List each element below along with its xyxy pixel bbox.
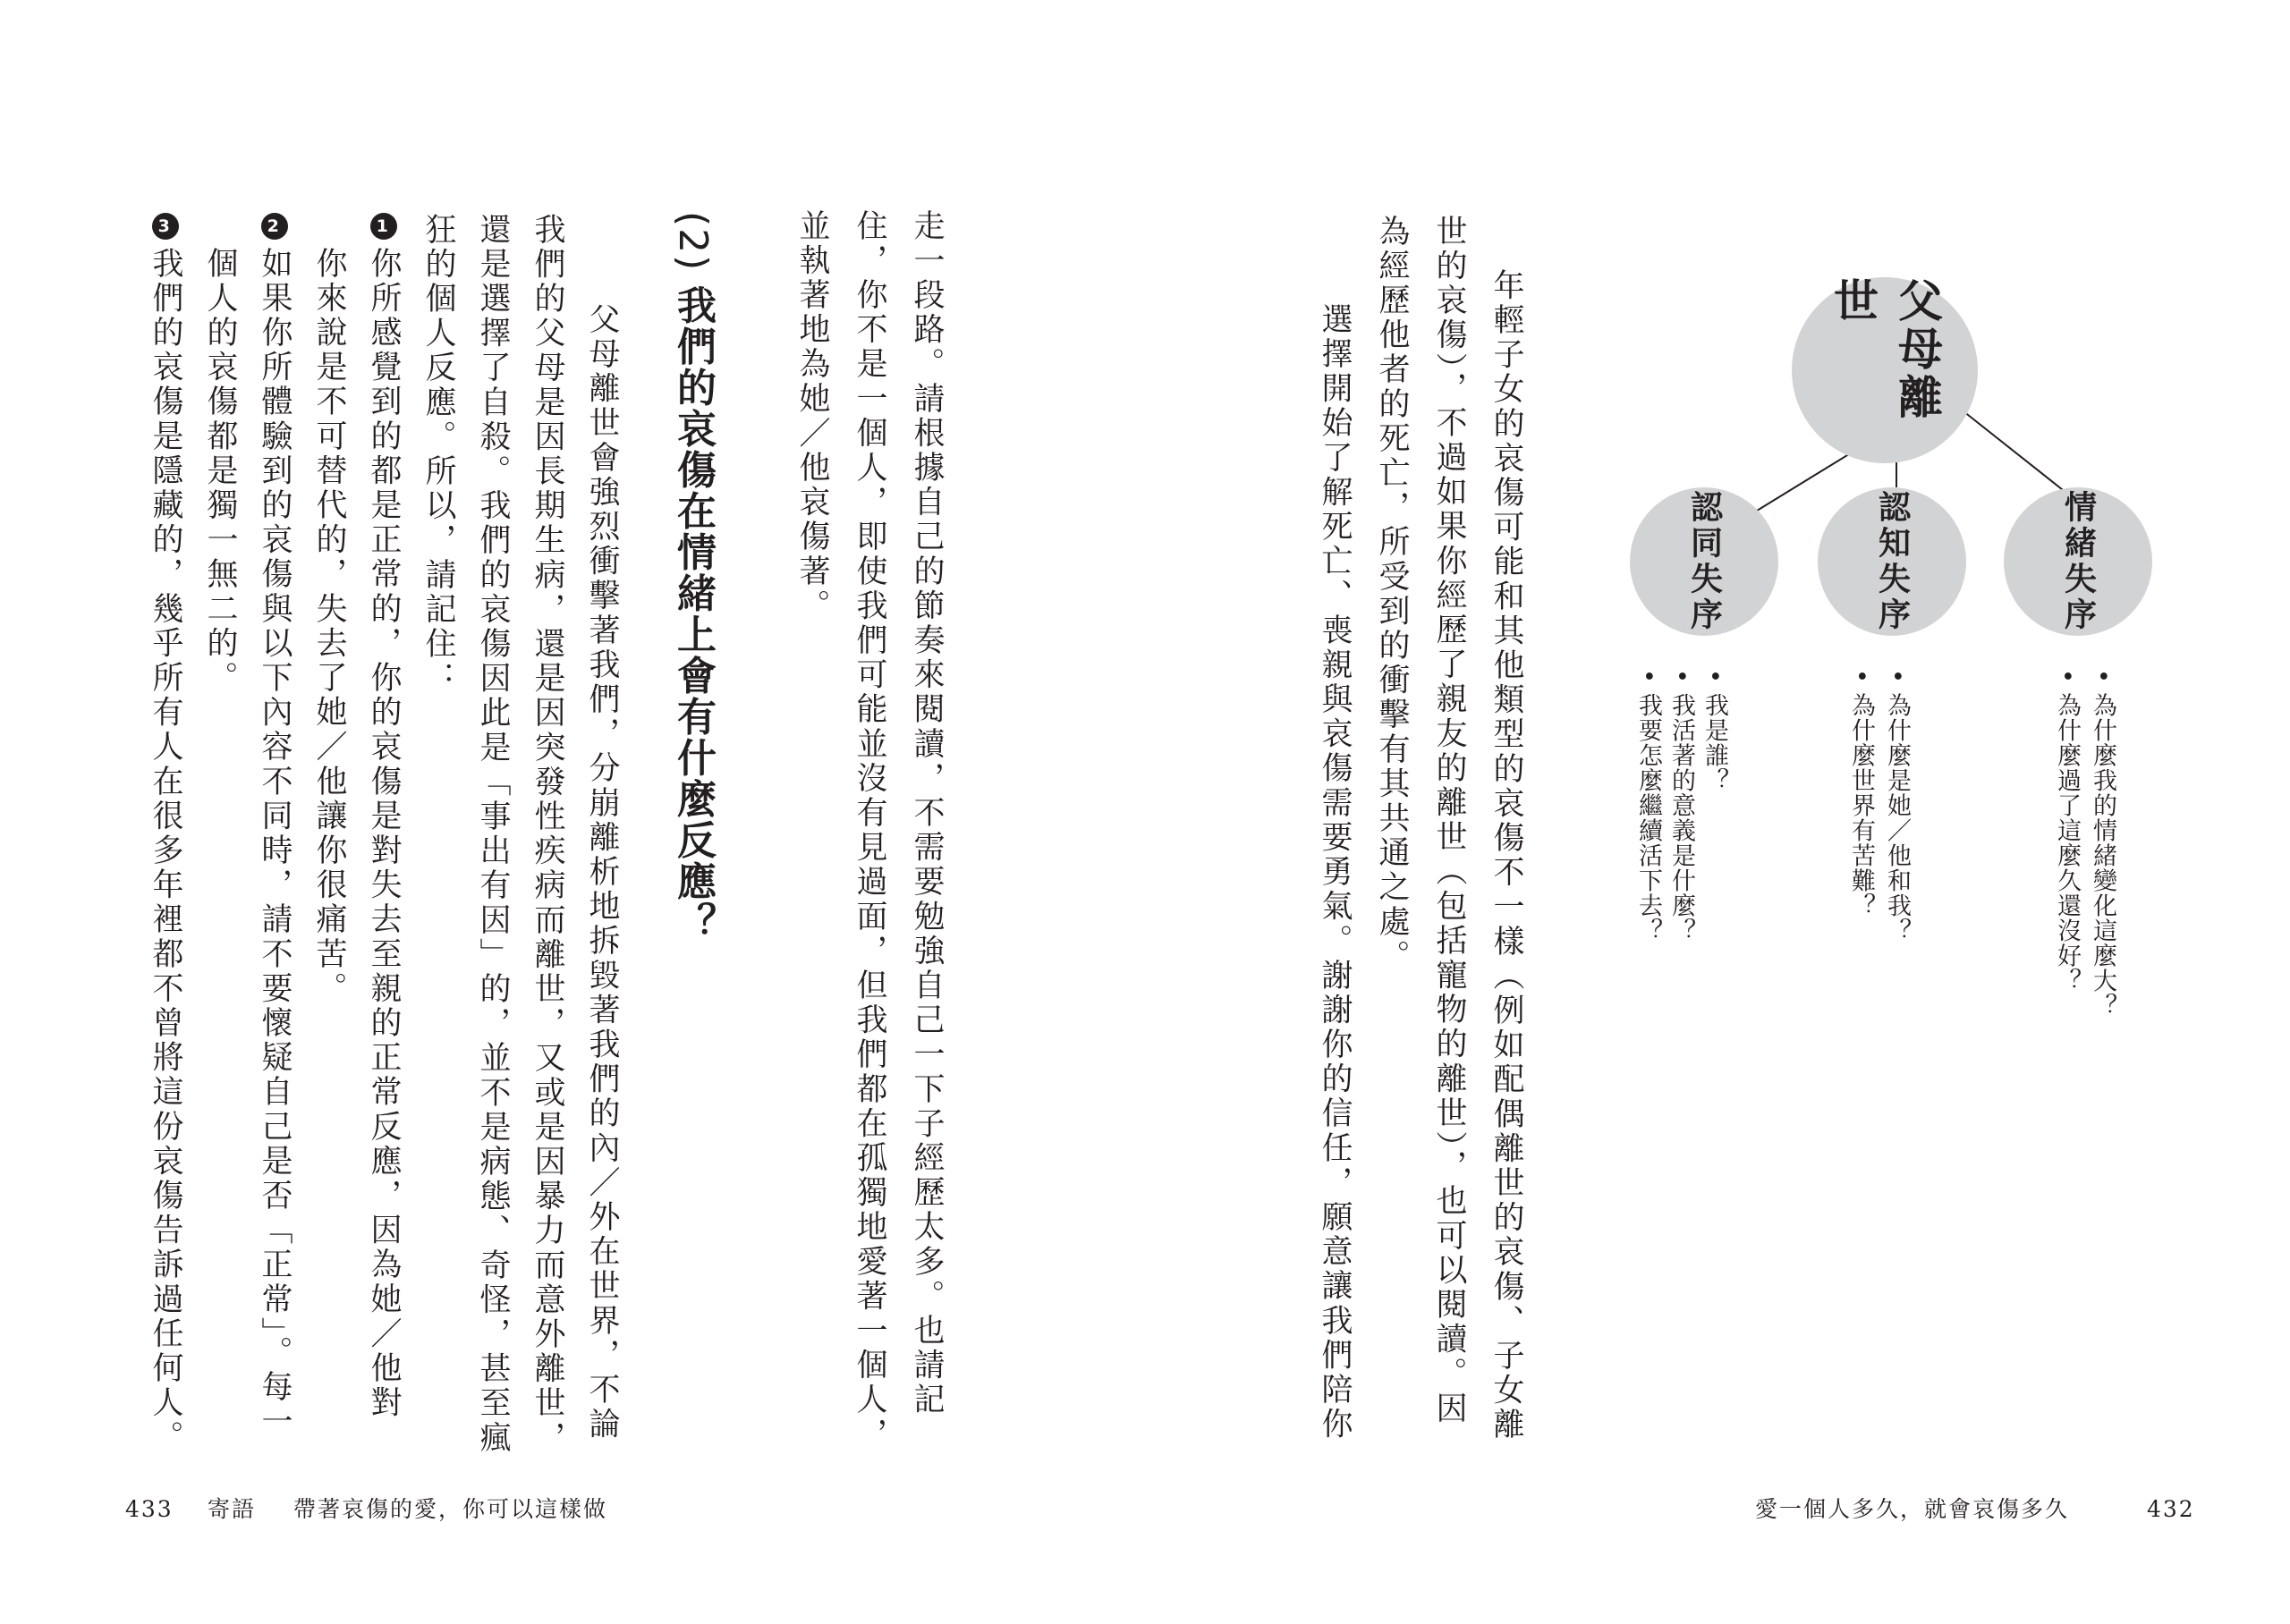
- connector-right: [1963, 411, 2071, 496]
- list-item-2-line: 如果你所體驗到的哀傷與以下內容不同時，請不要懷疑自己是否「正常」。每一: [257, 247, 293, 1440]
- page-number: 432: [2147, 1496, 2195, 1522]
- section-label: 寄語: [208, 1496, 257, 1522]
- section-heading: [670, 211, 716, 943]
- number-marker-1: 1: [370, 213, 397, 240]
- bullet-item: • 我活著的意義是什麼？: [1669, 669, 1693, 943]
- bullet-item: • 我是誰？: [1702, 669, 1726, 793]
- body-column: 父母離世會強烈衝擊著我們，分崩離析地拆毀著我們的內／外在世界，不論: [584, 268, 620, 1442]
- branch-label-emotion: 情緒失序: [2059, 490, 2097, 633]
- bullet-item: • 我要怎麼繼續活下去？: [1636, 669, 1660, 943]
- section-number: (2): [670, 211, 716, 273]
- running-title: 帶著哀傷的愛，你可以這樣做: [293, 1496, 608, 1522]
- body-column: 我們的父母是因長期生病，還是因突發性疾病而離世，又或是因暴力而意外離世，: [530, 213, 565, 1456]
- branch-circle-identity: [1630, 487, 1778, 636]
- center-circle: [1792, 277, 1978, 463]
- list-item-1-line: 你所感覺到的都是正常的，你的哀傷是對失去至親的正常反應，因為她／他對: [366, 247, 402, 1421]
- bullet-item: • 為什麼世界有苦難？: [1849, 669, 1873, 918]
- list-item-2: [257, 213, 293, 1440]
- number-marker-3: 3: [152, 213, 179, 240]
- branch-label-cognition: 認知失序: [1873, 490, 1911, 633]
- page-number: 433: [125, 1496, 174, 1522]
- bullet-item: • 為什麼我的情緒變化這麼大？: [2091, 669, 2115, 1019]
- center-label: 父母離世: [1827, 277, 1943, 422]
- list-item-3-line: 我們的哀傷是隱藏的，幾乎所有人在很多年裡都不曾將這份哀傷告訴過任何人。: [148, 247, 183, 1455]
- list-item-1: [366, 213, 402, 1421]
- branch-label-identity: 認同失序: [1685, 490, 1723, 633]
- body-column: 還是選擇了自殺。我們的哀傷因此是「事出有因」的，並不是病態、奇怪，甚至瘋: [475, 213, 511, 1456]
- list-item-1-continuation: 你來說是不可替代的，失去了她／他讓你很痛苦。: [311, 247, 347, 1007]
- body-column: 住，你不是一個人，即使我們可能並沒有見過面，但我們都在孤獨地愛著一個人，: [852, 209, 887, 1452]
- list-item-2-continuation: 個人的哀傷都是獨一無二的。: [202, 247, 238, 696]
- body-column: 狂的個人反應。所以，請記住：: [420, 213, 456, 697]
- body-column: 並執著地為她／他哀傷著。: [794, 209, 830, 624]
- body-column: 選擇開始了解死亡、喪親與哀傷需要勇氣。謝謝你的信任，願意讓我們陪你: [1317, 268, 1353, 1442]
- branch-circle-emotion: [2004, 487, 2152, 636]
- body-column: 世的哀傷），不過如果你經歷了親友的離世（包括寵物的離世），也可以閱讀。因: [1431, 215, 1467, 1426]
- number-marker-2: 2: [261, 213, 288, 240]
- bullet-item: • 為什麼過了這麼久還沒好？: [2055, 669, 2079, 994]
- right-page: [1145, 0, 2290, 1624]
- bullet-item: • 為什麼是她／他和我？: [1885, 669, 1909, 943]
- body-column: 走一段路。請根據自己的節奏來閱讀，不需要勉強自己一下子經歷太多。也請記: [909, 209, 945, 1417]
- body-column: 年輕子女的哀傷可能和其他類型的哀傷不一樣（例如配偶離世的哀傷、子女離: [1488, 234, 1524, 1442]
- branch-circle-cognition: [1818, 487, 1966, 636]
- list-item-3: [149, 213, 181, 1455]
- running-title: 愛一個人多久，就會哀傷多久: [1755, 1496, 2070, 1522]
- body-column: 為經歷他者的死亡，所受到的衝擊有其共通之處。: [1374, 215, 1410, 975]
- section-title: 我們的哀傷在情緒上會有什麼反應？: [670, 284, 716, 943]
